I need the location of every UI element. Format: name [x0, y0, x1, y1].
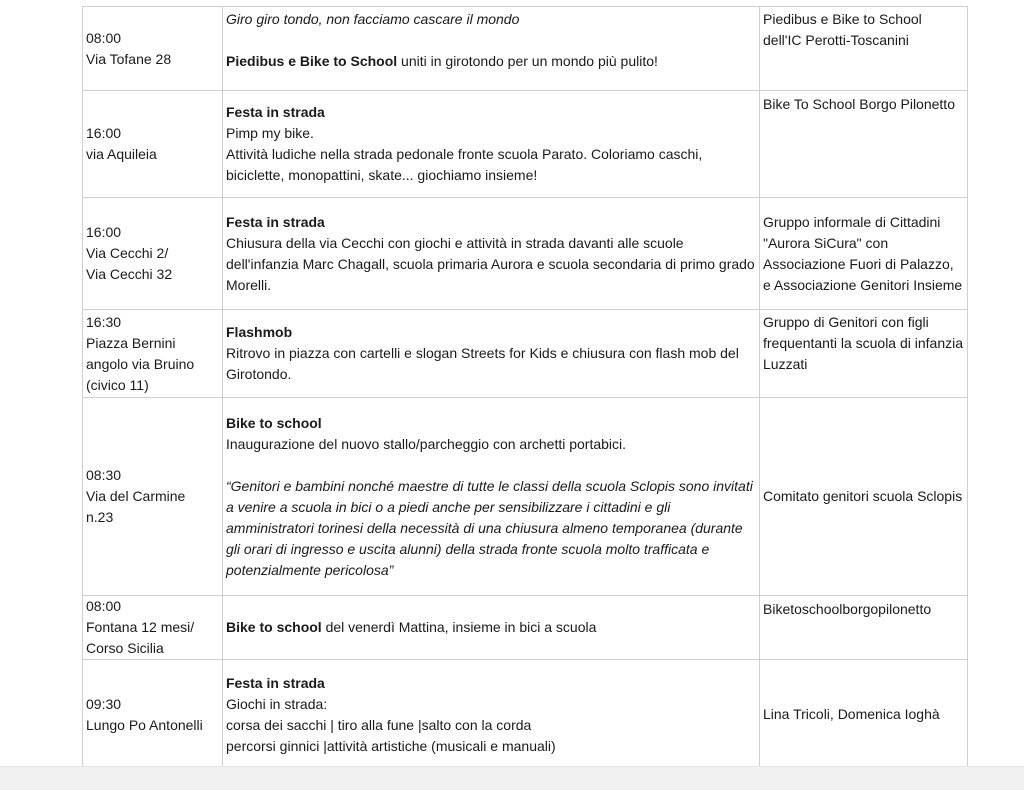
event-time: 16:00 — [86, 224, 122, 240]
bottom-bar — [0, 766, 1024, 790]
table-row — [83, 596, 968, 660]
event-heading: Festa in strada — [226, 674, 325, 691]
event-place: (civico 11) — [86, 376, 149, 393]
description-cell[interactable] — [223, 198, 760, 310]
event-place: n.23 — [86, 509, 114, 525]
events-table — [82, 6, 968, 770]
event-heading: Bike to school — [226, 414, 322, 431]
table-row — [83, 398, 968, 596]
time-place-cell[interactable] — [83, 91, 223, 198]
event-place: angolo via Bruino — [86, 355, 195, 372]
event-time: 16:30 — [86, 313, 122, 330]
event-time: 09:30 — [86, 695, 122, 712]
event-text: Giochi in strada: — [226, 695, 328, 712]
event-organizer: Bike To School Borgo Pilonetto — [763, 96, 955, 112]
event-organizer: Lina Tricoli, Domenica Ioghà — [763, 706, 940, 722]
table-row — [83, 7, 968, 91]
event-text: percorsi ginnici |attività artistiche (musicali e manuali) — [226, 737, 556, 754]
event-time: 16:00 — [86, 125, 122, 141]
event-lead-bold: Piedibus e Bike to School — [226, 53, 398, 69]
organizer-cell[interactable] — [760, 310, 968, 398]
organizer-cell[interactable] — [760, 198, 968, 310]
event-text: Attività ludiche nella strada pedonale fronte scuola Parato. Coloriamo caschi, biciclette, monopattini, skate... giochiamo insieme! — [226, 146, 703, 183]
organizer-cell[interactable] — [760, 91, 968, 198]
description-cell[interactable] — [223, 7, 760, 91]
event-place: Via del Carmine — [86, 488, 186, 504]
event-text: Pimp my bike. — [226, 125, 314, 141]
time-place-cell[interactable] — [83, 310, 223, 398]
event-organizer: Piedibus e Bike to School dell'IC Perotti-Toscanini — [763, 11, 922, 48]
event-organizer: Comitato genitori scuola Sclopis — [763, 488, 963, 504]
event-place: Lungo Po Antonelli — [86, 716, 203, 733]
event-lead-text: uniti in girotondo per un mondo più pulito! — [397, 53, 658, 69]
event-heading: Festa in strada — [226, 104, 325, 120]
event-place: Via Tofane 28 — [86, 50, 172, 67]
event-place: Via Cecchi 32 — [86, 266, 173, 282]
event-lead-bold: Bike to school — [226, 619, 322, 635]
time-place-cell[interactable] — [83, 198, 223, 310]
organizer-cell[interactable] — [760, 596, 968, 660]
event-place: Piazza Bernini — [86, 334, 176, 351]
description-cell[interactable] — [223, 91, 760, 198]
description-cell[interactable] — [223, 596, 760, 660]
event-organizer: Gruppo di Genitori con figli frequentanti la scuola di infanzia Luzzati — [763, 314, 964, 372]
event-time: 08:30 — [86, 467, 122, 483]
event-time: 08:00 — [86, 29, 122, 46]
event-text: Inaugurazione del nuovo stallo/parcheggio con archetti portabici. — [226, 435, 627, 452]
time-place-cell[interactable] — [83, 660, 223, 770]
event-heading: Flashmob — [226, 324, 293, 340]
event-organizer: Gruppo informale di Cittadini "Aurora SiCura" con Associazione Fuori di Palazzo, e Associazione Genitori Insieme — [763, 213, 963, 293]
event-text: Ritrovo in piazza con cartelli e slogan Streets for Kids e chiusura con flash mob del Girotondo. — [226, 345, 739, 382]
description-cell[interactable] — [223, 660, 760, 770]
event-text: corsa dei sacchi | tiro alla fune |salto con la corda — [226, 716, 532, 733]
table-row — [83, 310, 968, 398]
organizer-cell[interactable] — [760, 398, 968, 596]
event-lead — [226, 617, 756, 638]
event-lead — [226, 51, 756, 72]
event-text: Chiusura della via Cecchi con giochi e attività in strada davanti alle scuole dell'infanzia Marc Chagall, scuola primaria Aurora e scuola secondaria di primo grado Morelli. — [226, 234, 755, 293]
event-quote: “Genitori e bambini nonché maestre di tutte le classi della scuola Sclopis sono invitati a venire a scuola in bici o a piedi anche per sensibilizzare i cittadini e gli amministratori torinesi della necessità di una chiusura almeno temporanea (durante gli orari di ingresso e uscita alunni) della strada fronte scuola molto trafficata e potenzialmente pericolosa” — [226, 477, 753, 578]
organizer-cell[interactable] — [760, 7, 968, 91]
event-place: Fontana 12 mesi/ — [86, 619, 195, 635]
organizer-cell[interactable] — [760, 660, 968, 770]
event-place: via Aquileia — [86, 146, 157, 162]
time-place-cell[interactable] — [83, 596, 223, 660]
time-place-cell[interactable] — [83, 398, 223, 596]
event-organizer: Biketoschoolborgopilonetto — [763, 601, 932, 617]
time-place-cell[interactable] — [83, 7, 223, 91]
table-row — [83, 660, 968, 770]
table-row — [83, 198, 968, 310]
event-heading: Festa in strada — [226, 213, 325, 230]
event-title: Giro giro tondo, non facciamo cascare il mondo — [226, 11, 520, 27]
description-cell[interactable] — [223, 398, 760, 596]
description-cell[interactable] — [223, 310, 760, 398]
event-lead-text: del venerdì Mattina, insieme in bici a scuola — [321, 619, 597, 635]
table-row — [83, 91, 968, 198]
event-place: Corso Sicilia — [86, 640, 164, 656]
event-time: 08:00 — [86, 598, 122, 614]
event-place: Via Cecchi 2/ — [86, 245, 169, 261]
